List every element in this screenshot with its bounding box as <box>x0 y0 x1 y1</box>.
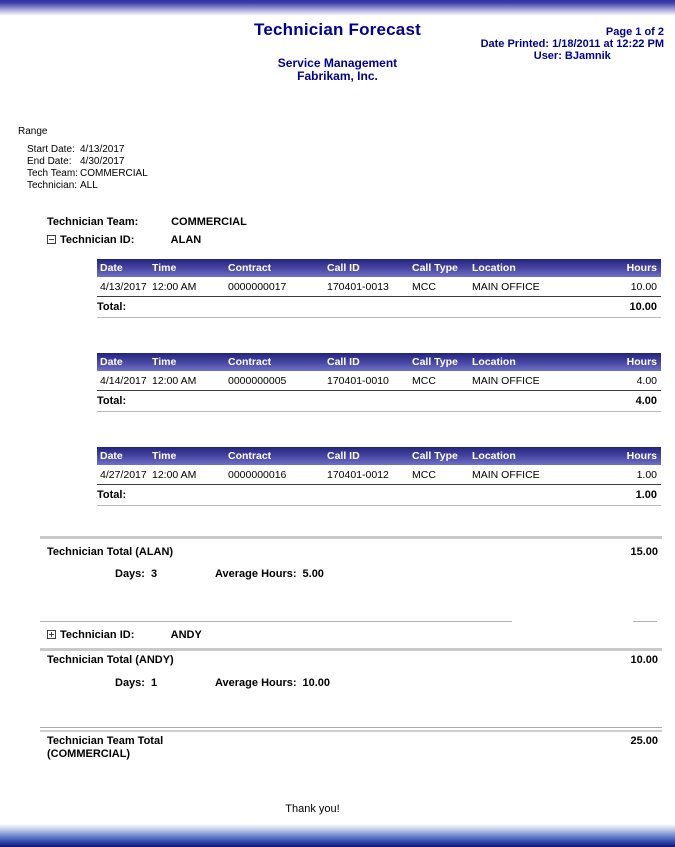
days-value: 3 <box>150 568 158 580</box>
cell-call-type: MCC <box>412 468 436 481</box>
col-header-location: Location <box>472 356 516 368</box>
team-total-value: 25.00 <box>630 735 658 747</box>
col-header-call-id: Call ID <box>327 356 360 368</box>
cell-hours: 4.00 <box>636 374 657 387</box>
technician-id-label: Technician ID: <box>60 629 135 641</box>
technician-team-value: COMMERCIAL <box>171 216 247 228</box>
cell-hours: 1.00 <box>636 468 657 481</box>
range-field-label: End Date: <box>27 156 72 167</box>
col-header-time: Time <box>152 450 177 462</box>
top-gradient-bar <box>0 0 675 18</box>
org-block <box>0 57 675 83</box>
total-label: Total: <box>97 301 127 313</box>
technician-total-row-andy <box>47 654 658 666</box>
technician-team-label: Technician Team: <box>47 216 139 228</box>
range-field-value: 4/13/2017 <box>80 144 125 155</box>
expand-toggle-icon[interactable] <box>47 630 56 639</box>
printed-by-user: User: BJamnik <box>533 50 611 62</box>
table-total-row <box>97 485 661 505</box>
department-name: Service Management <box>277 56 398 70</box>
days-value: 1 <box>150 677 158 689</box>
col-header-call-type: Call Type <box>412 356 458 368</box>
cell-location: MAIN OFFICE <box>472 280 540 293</box>
group-separator <box>633 621 657 622</box>
range-row-tech-team <box>27 168 148 180</box>
days-stat <box>115 568 157 580</box>
col-header-date: Date <box>100 356 123 368</box>
col-header-location: Location <box>472 450 516 462</box>
days-label: Days: <box>115 677 145 689</box>
date-printed: Date Printed: 1/18/2011 at 12:22 PM <box>480 38 664 50</box>
col-header-contract: Contract <box>228 356 272 368</box>
average-hours-label: Average Hours: <box>215 677 297 689</box>
table-row <box>97 465 661 484</box>
bottom-gradient-bar <box>0 824 675 847</box>
range-field-label: Tech Team: <box>27 168 78 179</box>
technician-id-row-alan <box>47 234 201 246</box>
cell-contract: 0000000016 <box>228 468 287 481</box>
col-header-location: Location <box>472 262 516 274</box>
cell-call-type: MCC <box>412 374 436 387</box>
table-bottom-line <box>97 411 661 412</box>
range-field-value: ALL <box>80 180 98 191</box>
total-label: Total: <box>97 395 127 407</box>
table-total-row <box>97 297 661 317</box>
cell-location: MAIN OFFICE <box>472 374 540 387</box>
col-header-time: Time <box>152 356 177 368</box>
table-header-row <box>97 447 661 465</box>
range-field-value: COMMERCIAL <box>80 168 148 179</box>
total-value: 10.00 <box>629 301 657 313</box>
col-header-call-type: Call Type <box>412 450 458 462</box>
range-field-label: Start Date: <box>27 144 75 155</box>
col-header-hours: Hours <box>626 356 657 368</box>
forecast-table-2 <box>97 353 661 412</box>
technician-id-label: Technician ID: <box>60 234 135 246</box>
technician-team-row <box>47 216 247 228</box>
cell-contract: 0000000005 <box>228 374 287 387</box>
range-row-technician <box>27 180 148 192</box>
cell-date: 4/27/2017 <box>100 468 147 481</box>
col-header-call-id: Call ID <box>327 450 360 462</box>
collapse-toggle-icon[interactable] <box>47 235 56 244</box>
range-section-label: Range <box>18 126 48 137</box>
forecast-table-1 <box>97 259 661 318</box>
cell-location: MAIN OFFICE <box>472 468 540 481</box>
cell-time: 12:00 AM <box>152 374 197 387</box>
table-bottom-line <box>97 505 661 506</box>
page-number: Page 1 of 2 <box>605 26 664 38</box>
table-bottom-line <box>97 317 661 318</box>
technician-total-value: 10.00 <box>630 654 658 666</box>
col-header-contract: Contract <box>228 450 272 462</box>
range-row-end-date <box>27 156 148 168</box>
average-hours-label: Average Hours: <box>215 568 297 580</box>
range-field-label: Technician: <box>27 180 78 191</box>
technician-total-label: Technician Total (ANDY) <box>47 654 174 666</box>
cell-call-id: 170401-0010 <box>327 374 389 387</box>
col-header-date: Date <box>100 262 123 274</box>
thank-you-message: Thank you! <box>285 803 340 815</box>
cell-time: 12:00 AM <box>152 280 197 293</box>
section-separator <box>40 536 662 539</box>
col-header-hours: Hours <box>626 262 657 274</box>
technician-id-value: ALAN <box>170 234 202 246</box>
forecast-table-3 <box>97 447 661 506</box>
cell-date: 4/14/2017 <box>100 374 147 387</box>
col-header-call-type: Call Type <box>412 262 458 274</box>
days-label: Days: <box>115 568 145 580</box>
col-header-contract: Contract <box>228 262 272 274</box>
average-hours-stat <box>215 568 324 580</box>
table-row <box>97 277 661 296</box>
col-header-date: Date <box>100 450 123 462</box>
cell-time: 12:00 AM <box>152 468 197 481</box>
table-total-row <box>97 391 661 411</box>
technician-total-value: 15.00 <box>630 546 658 558</box>
average-hours-stat <box>215 677 330 689</box>
cell-call-id: 170401-0012 <box>327 468 389 481</box>
table-row <box>97 371 661 390</box>
company-name: Fabrikam, Inc. <box>297 69 378 83</box>
team-total-separator <box>40 730 662 732</box>
average-hours-value: 5.00 <box>302 568 324 580</box>
total-value: 4.00 <box>635 395 657 407</box>
team-total-label <box>47 735 163 761</box>
team-total-label-line1: Technician Team Total <box>47 735 164 747</box>
col-header-hours: Hours <box>626 450 657 462</box>
cell-hours: 10.00 <box>630 280 657 293</box>
days-stat <box>115 677 157 689</box>
table-header-row <box>97 353 661 371</box>
range-fields <box>27 144 148 192</box>
technician-id-row-andy <box>47 629 202 641</box>
col-header-call-id: Call ID <box>327 262 360 274</box>
section-separator <box>40 648 662 651</box>
average-hours-value: 10.00 <box>302 677 331 689</box>
table-header-row <box>97 259 661 277</box>
cell-call-type: MCC <box>412 280 436 293</box>
group-separator <box>40 621 512 622</box>
col-header-time: Time <box>152 262 177 274</box>
cell-call-id: 170401-0013 <box>327 280 389 293</box>
range-field-value: 4/30/2017 <box>80 156 125 167</box>
total-label: Total: <box>97 489 127 501</box>
total-value: 1.00 <box>635 489 657 501</box>
technician-id-value: ANDY <box>170 629 202 641</box>
technician-total-label: Technician Total (ALAN) <box>47 546 174 558</box>
cell-date: 4/13/2017 <box>100 280 147 293</box>
technician-total-row-alan <box>47 546 658 558</box>
report-title: Technician Forecast <box>254 20 421 39</box>
team-total-label-line2: (COMMERCIAL) <box>47 748 131 760</box>
team-total-separator <box>40 727 662 728</box>
cell-contract: 0000000017 <box>228 280 287 293</box>
range-row-start-date <box>27 144 148 156</box>
